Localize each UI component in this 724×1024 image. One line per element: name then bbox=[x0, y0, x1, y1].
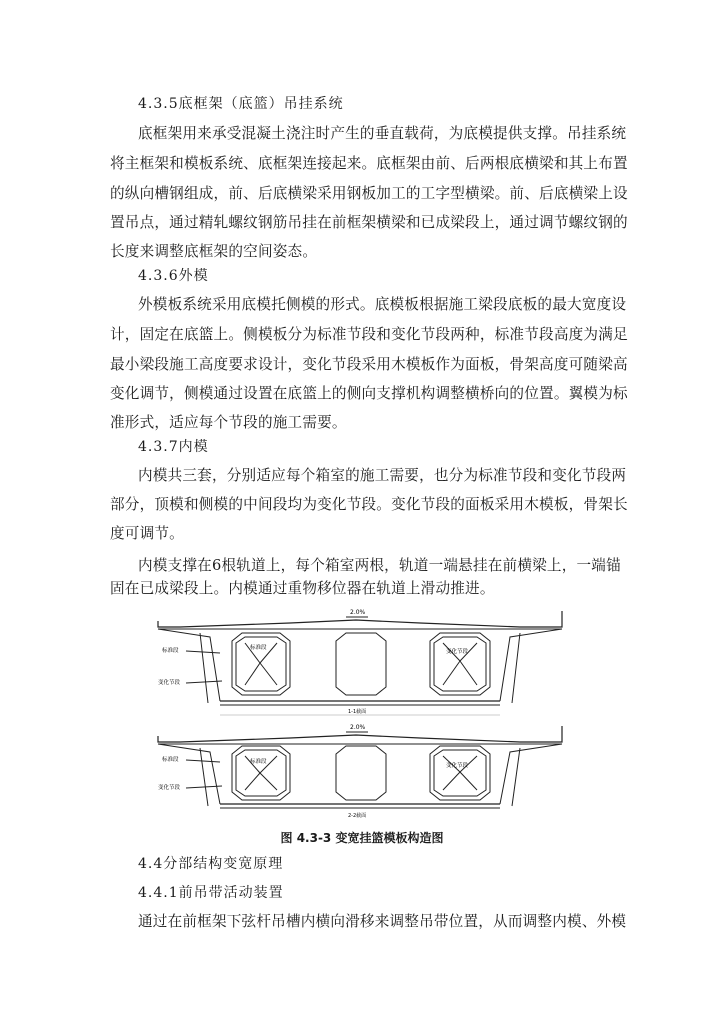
formwork-diagram bbox=[150, 603, 570, 823]
paragraph-line: 内模共三套，分别适应每个箱室的施工需要，也分为标准节段和变化节段两 bbox=[138, 467, 627, 484]
figure-caption: 图 4.3-3 变宽挂篮模板构造图 bbox=[280, 831, 444, 845]
section-label-top: 1-1截面 bbox=[348, 709, 367, 715]
label-standard-inner-bottom: 标准段 bbox=[250, 759, 267, 765]
section-heading-4-4-1: 4.4.1前吊带活动装置 bbox=[138, 885, 284, 901]
paragraph-line: 底框架用来承受混凝土浇注时产生的垂直载荷，为底模提供支撑。吊挂系统 bbox=[138, 125, 627, 142]
label-variable-outer-bottom: 变化节段 bbox=[158, 785, 181, 791]
paragraph-line: 准形式，适应每个节段的施工需要。 bbox=[110, 414, 347, 431]
paragraph-line: 将主框架和模板系统、底框架连接起来。底框架由前、后两根底横梁和其上布置 bbox=[110, 155, 628, 172]
paragraph-line: 置吊点，通过精轧螺纹钢筋吊挂在前框架横梁和已成梁段上，通过调节螺纹钢的 bbox=[110, 214, 628, 231]
paragraph-line: 度可调节。 bbox=[110, 525, 184, 542]
paragraph-line: 长度来调整底框架的空间姿态。 bbox=[110, 243, 318, 260]
label-standard-outer-bottom: 标准段 bbox=[162, 757, 179, 763]
paragraph-line: 通过在前框架下弦杆吊槽内横向滑移来调整吊带位置，从而调整内模、外模 bbox=[138, 913, 627, 930]
label-standard-outer-top: 标准段 bbox=[162, 648, 179, 654]
label-standard-inner-top: 标准段 bbox=[250, 645, 267, 651]
paragraph-line: 固在已成梁段上。内模通过重物移位器在轨道上滑动推进。 bbox=[110, 580, 495, 597]
section-heading-4-3-5: 4.3.5底框架（底篮）吊挂系统 bbox=[138, 96, 344, 112]
paragraph-line: 内模支撑在6根轨道上，每个箱室两根，轨道一端悬挂在前横梁上，一端锚 bbox=[138, 557, 621, 574]
section-2-2 bbox=[158, 726, 562, 808]
paragraph-line: 外模板系统采用底模托侧模的形式。底模板根据施工梁段底板的最大宽度设 bbox=[138, 296, 627, 313]
label-variable-inner-bottom: 变化节段 bbox=[446, 763, 469, 769]
paragraph-line: 部分，顶模和侧模的中间段均为变化节段。变化节段的面板采用木模板，骨架长 bbox=[110, 496, 628, 513]
section-heading-4-4: 4.4分部结构变宽原理 bbox=[138, 856, 284, 872]
section-heading-4-3-6: 4.3.6外模 bbox=[138, 268, 209, 284]
paragraph-line: 的纵向槽钢组成，前、后底横梁采用钢板加工的工字型横梁。前、后底横梁上设 bbox=[110, 185, 628, 202]
label-variable-outer-top: 变化节段 bbox=[158, 680, 181, 686]
paragraph-line: 最小梁段施工高度要求设计，变化节段采用木模板作为面板，骨架高度可随梁高 bbox=[110, 356, 628, 373]
slope-label-top: 2.0% bbox=[350, 609, 366, 616]
section-label-bottom: 2-2截面 bbox=[348, 813, 367, 819]
paragraph-line: 计，固定在底篮上。侧模板分为标准节段和变化节段两种，标准节段高度为满足 bbox=[110, 326, 628, 343]
slope-label-bottom: 2.0% bbox=[350, 724, 366, 731]
paragraph-line: 变化调节，侧模通过设置在底篮上的侧向支撑机构调整横桥向的位置。翼模为标 bbox=[110, 385, 628, 402]
section-heading-4-3-7: 4.3.7内模 bbox=[138, 439, 209, 455]
label-variable-inner-top: 变化节段 bbox=[446, 649, 469, 655]
section-1-1 bbox=[158, 611, 562, 715]
